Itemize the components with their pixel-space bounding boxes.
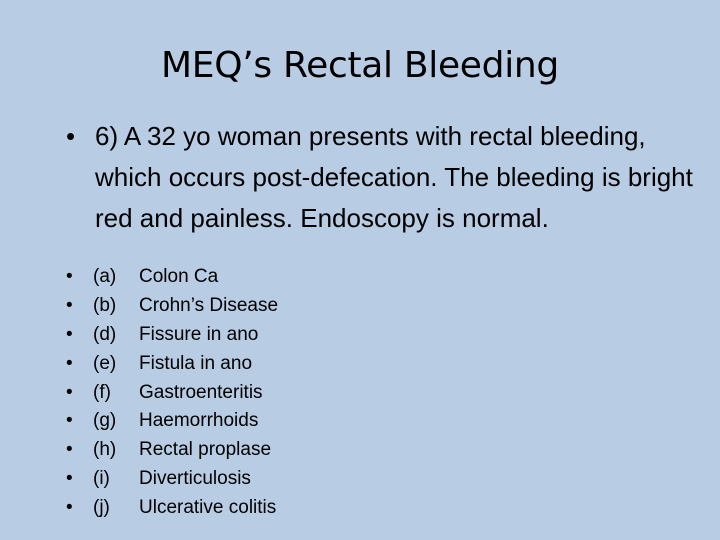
option-letter: (e) xyxy=(93,352,117,374)
option-letter: (d) xyxy=(93,323,117,345)
option-text: Ulcerative colitis xyxy=(139,497,277,519)
option-text: Colon Ca xyxy=(139,266,219,287)
option-letter: (a) xyxy=(93,266,117,287)
option-text: Haemorrhoids xyxy=(139,410,259,432)
question-bullet: • xyxy=(66,121,76,151)
option-item xyxy=(66,292,666,321)
option-letter: (f) xyxy=(93,381,111,403)
option-bullet: • xyxy=(66,381,73,403)
option-item xyxy=(66,494,666,523)
option-bullet: • xyxy=(66,497,73,519)
question-block xyxy=(66,116,706,239)
option-item xyxy=(66,379,666,408)
option-text: Gastroenteritis xyxy=(139,381,263,403)
options-list xyxy=(66,263,666,523)
question-text: 6) A 32 yo woman presents with rectal bleeding, which occurs post-defecation. The bleeding is bright red and painless. Endoscopy is normal. xyxy=(95,121,693,233)
option-item xyxy=(66,321,666,350)
option-bullet: • xyxy=(66,294,73,316)
option-bullet: • xyxy=(66,352,73,374)
option-item xyxy=(66,436,666,465)
slide-title: MEQ’s Rectal Bleeding xyxy=(161,45,559,86)
option-item xyxy=(66,350,666,379)
option-bullet: • xyxy=(66,439,73,461)
option-letter: (i) xyxy=(93,468,110,490)
option-bullet: • xyxy=(66,410,73,432)
option-item xyxy=(66,407,666,436)
option-bullet: • xyxy=(66,323,73,345)
option-item xyxy=(66,465,666,494)
option-bullet: • xyxy=(66,468,73,490)
option-bullet: • xyxy=(66,266,73,287)
option-letter: (j) xyxy=(93,497,110,519)
option-text: Rectal proplase xyxy=(139,439,272,461)
option-text: Crohn’s Disease xyxy=(139,294,279,316)
option-text: Fissure in ano xyxy=(139,323,259,345)
option-text: Diverticulosis xyxy=(139,468,251,490)
option-item xyxy=(66,263,666,292)
option-letter: (b) xyxy=(93,294,117,316)
option-letter: (h) xyxy=(93,439,117,461)
option-text: Fistula in ano xyxy=(139,352,253,374)
option-letter: (g) xyxy=(93,410,117,432)
